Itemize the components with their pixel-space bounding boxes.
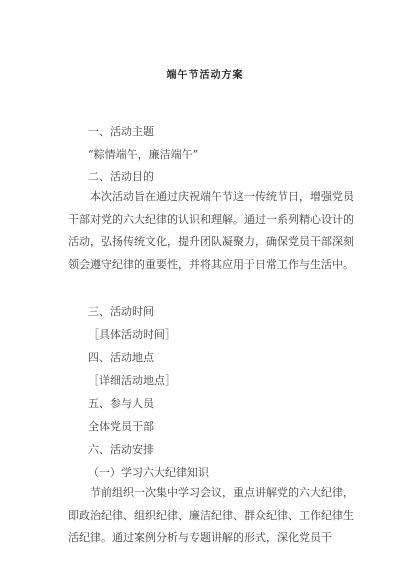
section-heading-purpose: 二、活动目的	[88, 170, 154, 183]
theme-text: “粽情端午，廉洁端午”	[88, 148, 199, 161]
section-heading-theme: 一、活动主题	[88, 125, 154, 138]
section-heading-time: 三、活动时间	[88, 305, 154, 318]
participants-value: 全体党员干部	[88, 420, 154, 433]
document-title: 端午节活动方案	[166, 70, 244, 81]
purpose-paragraph: 本次活动旨在通过庆祝端午节这一传统节日，增强党员干部对党的六大纪律的认识和理解。通过一系列精心设计的活动，弘扬传统文化，提升团队凝聚力，确保党员干部深刻领会遵守纪律的重要性，并将其应用于日常工作与生活中。	[68, 190, 354, 271]
schedule-subheading-study: （一）学习六大纪律知识	[88, 466, 209, 479]
location-value: ［详细活动地点］	[88, 374, 176, 387]
time-value: ［具体活动时间］	[88, 328, 176, 341]
section-heading-participants: 五、参与人员	[88, 397, 154, 410]
study-paragraph: 节前组织一次集中学习会议，重点讲解党的六大纪律，即政治纪律、组织纪律、廉洁纪律、群众纪律、工作纪律生活纪律。通过案例分析与专题讲解的形式，深化党员干	[68, 486, 354, 544]
section-heading-schedule: 六、活动安排	[88, 443, 154, 456]
section-heading-location: 四、活动地点	[88, 351, 154, 364]
